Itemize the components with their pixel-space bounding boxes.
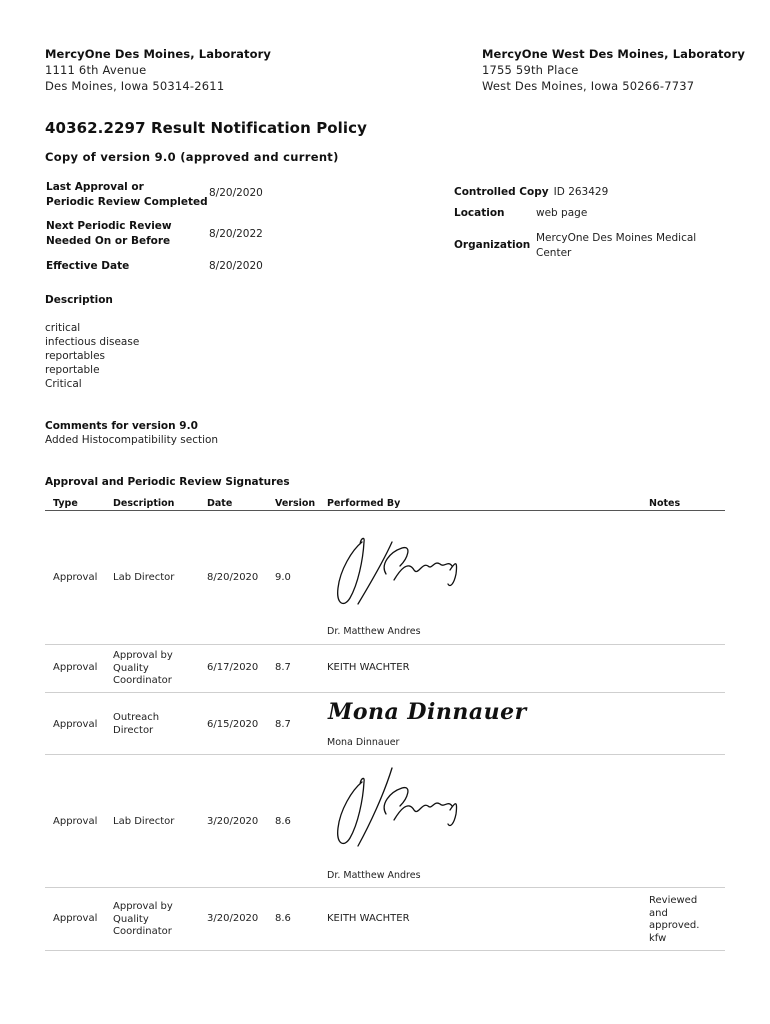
row3-type: Approval [53,719,98,730]
row-divider [45,887,725,888]
keyword: Critical [45,378,82,390]
row1-performed-by: Dr. Matthew Andres [327,626,421,637]
row4-description: Lab Director [113,816,175,827]
description-keywords [45,321,139,391]
row2-version: 8.7 [275,662,291,673]
last-approval-label-line1: Last Approval or [46,181,144,193]
organization-value [536,231,696,261]
next-review-label [46,219,172,249]
last-approval-label [46,180,208,210]
table-header-rule [45,510,725,511]
location-label: Location [454,207,505,219]
row2-date: 6/17/2020 [207,662,259,673]
col-header-type: Type [53,498,78,509]
row4-type: Approval [53,816,98,827]
col-header-date: Date [207,498,233,509]
next-review-label-line1: Next Periodic Review [46,220,172,232]
row5-description-line: Coordinator [113,926,172,937]
row3-description [113,712,159,737]
row5-description [113,901,173,939]
row5-description-line: Approval by [113,901,173,912]
lab-city-right: West Des Moines, Iowa 50266-7737 [482,79,695,93]
lab-address-left [45,47,271,93]
row5-notes-line: kfw [649,932,667,944]
next-review-label-line2: Needed On or Before [46,235,171,247]
row2-description [113,650,173,688]
col-header-description: Description [113,498,175,509]
row2-performed-by: KEITH WACHTER [327,662,410,673]
row3-date: 6/15/2020 [207,719,259,730]
col-header-performed-by: Performed By [327,498,401,509]
row2-description-line: Approval by [113,650,173,661]
last-approval-label-line2: Periodic Review Completed [46,196,208,208]
row-divider [45,644,725,645]
lab-address-right [482,47,745,93]
row4-version: 8.6 [275,816,291,827]
lab-street-left: 1111 6th Avenue [45,63,147,77]
col-header-version: Version [275,498,316,509]
document-title: 40362.2297 Result Notification Policy [45,119,368,137]
col-header-notes: Notes [649,498,681,509]
row2-description-line: Quality [113,662,149,674]
organization-value-line2: Center [536,247,572,259]
controlled-copy-label: Controlled Copy [454,186,549,198]
next-review-value: 8/20/2022 [209,228,263,240]
row5-notes-line: Reviewed [649,895,698,906]
row3-version: 8.7 [275,719,291,730]
comments-text: Added Histocompatibility section [45,434,219,446]
row3-performed-by: Mona Dinnauer [327,737,400,748]
row-divider [45,692,725,693]
row5-version: 8.6 [275,913,291,924]
row-divider [45,950,725,951]
organization-value-line1: MercyOne Des Moines Medical [536,232,697,244]
row5-notes-line: and [649,907,668,919]
version-line: Copy of version 9.0 (approved and current) [45,150,339,164]
row5-date: 3/20/2020 [207,913,259,924]
keyword: reportable [45,364,100,376]
row2-type: Approval [53,662,98,673]
lab-name-left: MercyOne Des Moines, Laboratory [45,47,271,61]
signatures-heading: Approval and Periodic Review Signatures [45,476,290,488]
effective-date-label: Effective Date [46,260,130,272]
row2-description-line: Coordinator [113,675,172,686]
row1-date: 8/20/2020 [207,572,259,583]
keyword: critical [45,322,81,334]
description-heading: Description [45,294,113,306]
signature-mona-dinnauer: Mona Dinnauer [328,699,527,725]
row3-description-line: Outreach [113,712,160,723]
signature-matthew-andres-2 [330,764,465,854]
row1-description: Lab Director [113,572,175,583]
organization-label: Organization [454,239,531,251]
last-approval-value: 8/20/2020 [209,187,263,199]
signature-matthew-andres-1 [330,530,465,612]
row5-type: Approval [53,913,98,924]
row1-version: 9.0 [275,572,291,583]
location-value: web page [536,207,588,219]
row4-date: 3/20/2020 [207,816,259,827]
row5-performed-by: KEITH WACHTER [327,913,410,924]
keyword: reportables [45,350,106,362]
row-divider [45,754,725,755]
controlled-copy [454,180,608,200]
effective-date-value: 8/20/2020 [209,260,263,272]
keyword: infectious disease [45,336,140,348]
row5-description-line: Quality [113,913,149,925]
controlled-copy-value: ID 263429 [553,186,609,198]
comments-heading: Comments for version 9.0 [45,420,198,432]
lab-street-right: 1755 59th Place [482,63,579,77]
row1-type: Approval [53,572,98,583]
lab-city-left: Des Moines, Iowa 50314-2611 [45,79,225,93]
lab-name-right: MercyOne West Des Moines, Laboratory [482,47,745,61]
row3-description-line: Director [113,724,154,736]
row4-performed-by: Dr. Matthew Andres [327,870,421,881]
row5-notes-line: approved. [649,920,700,931]
row5-notes [649,895,699,945]
